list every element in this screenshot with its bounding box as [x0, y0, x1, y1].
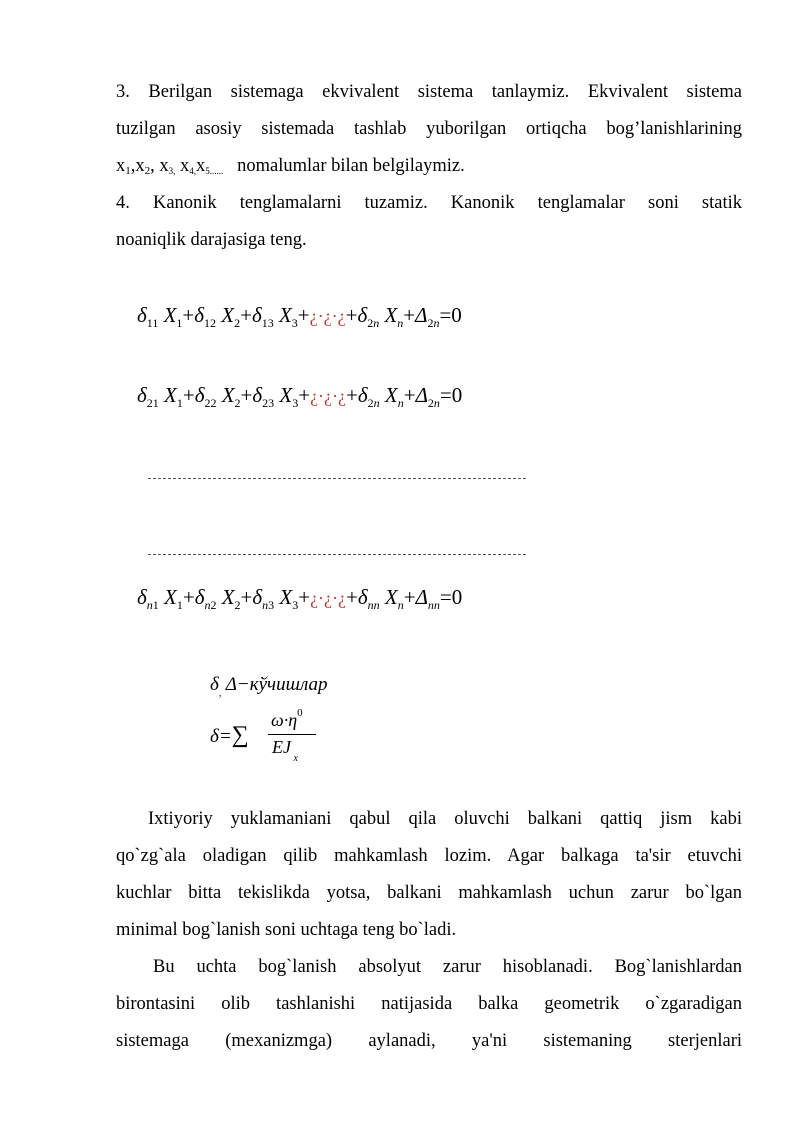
paragraph-5-line-4: minimal bog`lanish soni uchtaga teng bo`ladi.: [116, 920, 457, 940]
dashed-separator-2: [148, 554, 526, 555]
paragraph-5-line-3: kuchlar bitta tekislikda yotsa, balkani mahkamlash uchun zarur bo`lgan: [116, 883, 742, 903]
canonical-equation-n: $\delta_{n1}$ $X_1+\delta_{n2}$ $X_2+\delta_{n3}$ $X_3+¿\cdot¿\cdot¿+\delta_{nn}$ $X_n+\Delta_{nn}=0$: [137, 585, 463, 612]
paragraph-3-line-1: 3. Berilgan sistemaga ekvivalent sistema tanlaymiz. Ekvivalent sistema: [116, 82, 742, 102]
dashed-separator-1: [148, 478, 526, 479]
sum-formula-lhs: δ=∑: [210, 722, 249, 748]
paragraph-4-line-1: 4. Kanonik tenglamalarni tuzamiz. Kanonik tenglamalar soni statik: [116, 193, 742, 213]
paragraph-5-line-1: Ixtiyoriy yuklamaniani qabul qila oluvchi balkani qattiq jism kabi: [148, 809, 742, 829]
sum-formula-numerator: $\omega\cdot\eta^0$: [271, 707, 303, 730]
sum-formula-denominator: EJ $_x$: [272, 737, 298, 764]
displacement-label: $\delta_,$ Δ−кўчишлар: [210, 674, 328, 699]
paragraph-3-line-2: tuzilgan asosiy sistemada tashlab yuborilgan ortiqcha bog’lanishlarining: [116, 119, 742, 139]
canonical-equation-1: $\delta_{11}$ $X_1+\delta_{12}$ $X_2+\delta_{13}$ $X_3+¿\cdot¿\cdot¿+\delta_{2n}$ $X_n+\Delta_{2n}=0$: [137, 303, 462, 330]
unknowns-caption: nomalumlar bilan belgilaymiz.: [237, 156, 465, 176]
canonical-equation-2: $\delta_{21}$ $X_1+\delta_{22}$ $X_2+\delta_{23}$ $X_3+¿\cdot¿\cdot¿+\delta_{2n}$ $X_n+\Delta_{2n}=0$: [137, 383, 463, 410]
unknowns-list: $x_1,x_2$, x3, x4,x5......: [116, 156, 224, 177]
paragraph-6-line-3: sistemaga (mexanizmga) aylanadi, ya'ni sistemaning sterjenlari: [116, 1031, 742, 1051]
paragraph-3-line-3: [116, 148, 742, 190]
paragraph-6-line-1: Bu uchta bog`lanish absolyut zarur hisoblanadi. Bog`lanishlardan: [153, 957, 742, 977]
paragraph-5-line-2: qo`zg`ala oladigan qilib mahkamlash lozim. Agar balkaga ta'sir etuvchi: [116, 846, 742, 866]
paragraph-4-line-2: noaniqlik darajasiga teng.: [116, 230, 307, 250]
fraction-bar: [268, 734, 316, 735]
paragraph-6-line-2: birontasini olib tashlanishi natijasida balka geometrik o`zgaradigan: [116, 994, 742, 1014]
